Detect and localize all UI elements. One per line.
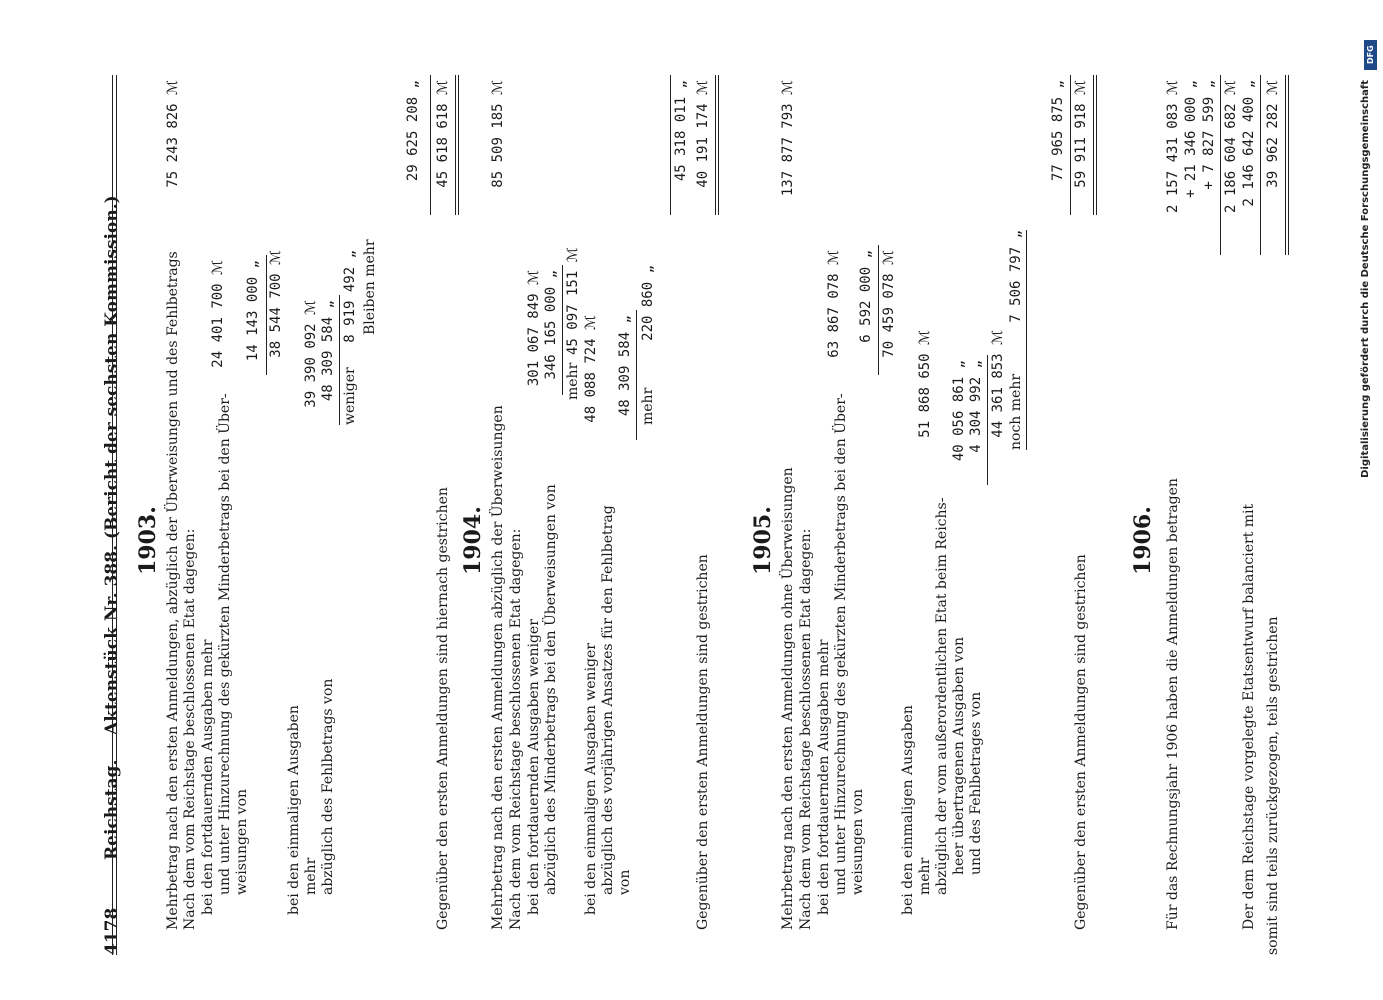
- page-header: [88, 75, 128, 955]
- text-line: mehr: [640, 387, 656, 425]
- text-line: mehr: [565, 362, 581, 400]
- text-line: Gegenüber den ersten Anmeldungen sind gestrichen: [695, 554, 711, 930]
- text-line: noch mehr: [1008, 373, 1024, 450]
- amount: 38 544 700 ℳ: [268, 250, 284, 358]
- amount: 70 459 078 ℳ: [881, 250, 897, 358]
- amount: 44 361 853 ℳ: [990, 330, 1006, 438]
- amount: 39 390 092 ℳ: [303, 300, 319, 408]
- amount: 29 625 208 „: [405, 80, 421, 182]
- sum-rule: [1070, 75, 1071, 215]
- sum-rule: [1220, 75, 1221, 255]
- text-line: weniger: [342, 367, 358, 425]
- sum-rule: [266, 255, 267, 375]
- amount: 8 919 492 „: [342, 250, 358, 343]
- text-line: mehr: [917, 857, 933, 895]
- amount: 85 509 185 ℳ: [490, 80, 506, 188]
- text-line: mehr: [303, 857, 319, 895]
- text-line: bei den fortdauernden Ausgaben weniger: [526, 619, 542, 915]
- year-heading-1906: 1906.: [1130, 506, 1156, 575]
- dfg-logo-icon: DFG: [1364, 40, 1377, 70]
- year-heading-1903: 1903.: [135, 506, 161, 575]
- sum-rule: [987, 355, 988, 485]
- text-line: Mehrbetrag nach den ersten Anmeldungen ohne Überweisungen: [780, 467, 796, 930]
- page-number: 4178: [102, 907, 122, 955]
- amount: 346 165 000 „: [543, 270, 559, 380]
- rotated-page-content: [50, 75, 1340, 955]
- total-rule: [455, 75, 459, 215]
- text-line: und unter Hinzurechnung des gekürzten Minderbetrags bei den Über-: [833, 393, 849, 895]
- sum-rule: [562, 265, 563, 395]
- digitization-credit: Digitalisierung gefördert durch die Deutsche Forschungsgemeinschaft: [1360, 80, 1371, 478]
- amount: 63 867 078 ℳ: [826, 250, 842, 358]
- text-line: Nach dem vom Reichstage beschlossenen Etat dagegen:: [182, 528, 198, 930]
- text-line: und unter Hinzurechnung des gekürzten Minderbetrags bei den Über-: [217, 393, 233, 895]
- text-line: weisungen von: [234, 788, 250, 895]
- digitization-sidebar: [1360, 40, 1380, 1000]
- amount: 40 056 861 „: [951, 360, 967, 462]
- amount: 48 088 724 ℳ: [583, 315, 599, 423]
- year-heading-1904: 1904.: [460, 506, 486, 575]
- text-line: abzüglich des vorjährigen Ansatzes für den Fehlbetrag: [600, 505, 616, 895]
- text-line: Mehrbetrag nach den ersten Anmeldungen abzüglich der Überweisungen: [490, 405, 506, 930]
- text-line: Der dem Reichstage vorgelegte Etatsentwurf balanciert mit: [1241, 503, 1257, 930]
- header-double-rule: [112, 75, 117, 955]
- sum-rule: [878, 245, 879, 375]
- running-head-center: Aktenstück Nr. 388. (Bericht der sechsten Kommission.): [102, 195, 122, 735]
- amount: 39 962 282 ℳ: [1265, 80, 1281, 188]
- amount: 2 186 604 682 ℳ: [1223, 80, 1239, 213]
- text-line: Mehrbetrag nach den ersten Anmeldungen, abzüglich der Überweisungen und des Fehlbetrags: [165, 251, 181, 930]
- text-line: bei den einmaligen Ausgaben: [286, 705, 302, 915]
- amount: 4 304 992 „: [968, 360, 984, 453]
- text-line: von: [617, 869, 633, 895]
- amount: 59 911 918 ℳ: [1073, 80, 1089, 188]
- amount: 137 877 793 ℳ: [780, 80, 796, 197]
- total-rule: [1285, 75, 1289, 255]
- text-line: bei den einmaligen Ausgaben: [900, 705, 916, 915]
- running-head-left: Reichstag.: [102, 759, 122, 860]
- text-line: und des Fehlbetrages von: [968, 691, 984, 875]
- amount: 24 401 700 ℳ: [210, 260, 226, 368]
- amount: 45 097 151 ℳ: [565, 247, 581, 355]
- text-line: bei den fortdauernden Ausgaben mehr: [816, 639, 832, 915]
- text-line: Gegenüber den ersten Anmeldungen sind gestrichen: [1073, 554, 1089, 930]
- amount: 40 191 174 ℳ: [695, 80, 711, 188]
- amount: 2 146 642 400 „: [1241, 80, 1257, 207]
- sum-rule: [1260, 75, 1261, 255]
- text-line: Nach dem vom Reichstage beschlossenen Etat dagegen:: [508, 528, 524, 930]
- text-line: Bleiben mehr: [362, 239, 378, 335]
- amount: 51 868 650 ℳ: [917, 330, 933, 438]
- amount: 77 965 875 „: [1050, 80, 1066, 182]
- text-line: Für das Rechnungsjahr 1906 haben die Anmeldungen betragen: [1165, 478, 1181, 930]
- text-line: weisungen von: [850, 788, 866, 895]
- text-line: bei den einmaligen Ausgaben weniger: [583, 643, 599, 915]
- amount: 48 309 584 „: [320, 300, 336, 402]
- sum-rule: [339, 295, 340, 425]
- amount: 75 243 826 ℳ: [165, 80, 181, 188]
- text-line: heer übertragenen Ausgaben von: [951, 636, 967, 875]
- text-line: somit sind teils zurückgezogen, teils gestrichen: [1265, 616, 1281, 955]
- amount: 6 592 000 „: [858, 250, 874, 343]
- text-line: Gegenüber den ersten Anmeldungen sind hiernach gestrichen: [435, 487, 451, 930]
- text-line: abzüglich der vom außerordentlichen Etat beim Reichs-: [934, 497, 950, 895]
- year-heading-1905: 1905.: [750, 506, 776, 575]
- amount: 301 067 849 ℳ: [526, 270, 542, 387]
- sum-rule: [636, 310, 637, 440]
- amount: 220 860 „: [640, 265, 656, 341]
- amount: 45 618 618 ℳ: [435, 80, 451, 188]
- amount: 2 157 431 083 ℳ: [1165, 80, 1181, 213]
- total-rule: [715, 75, 719, 215]
- text-line: abzüglich des Minderbetrags bei den Überweisungen von: [543, 484, 559, 895]
- amount: 14 143 000 „: [245, 260, 261, 362]
- sum-rule: [1026, 230, 1027, 450]
- sum-rule: [430, 75, 431, 215]
- amount: 45 318 011 „: [673, 80, 689, 182]
- amount: + 7 827 599 „: [1201, 80, 1217, 190]
- text-line: Nach dem vom Reichstage beschlossenen Etat dagegen:: [798, 528, 814, 930]
- text-line: abzüglich des Fehlbetrags von: [320, 678, 336, 895]
- amount: + 21 346 000 „: [1183, 80, 1199, 199]
- amount: 7 506 797 „: [1008, 230, 1024, 323]
- amount: 48 309 584 „: [617, 315, 633, 417]
- total-rule: [1093, 75, 1097, 215]
- text-line: bei den fortdauernden Ausgaben mehr: [200, 639, 216, 915]
- sum-rule: [670, 75, 671, 215]
